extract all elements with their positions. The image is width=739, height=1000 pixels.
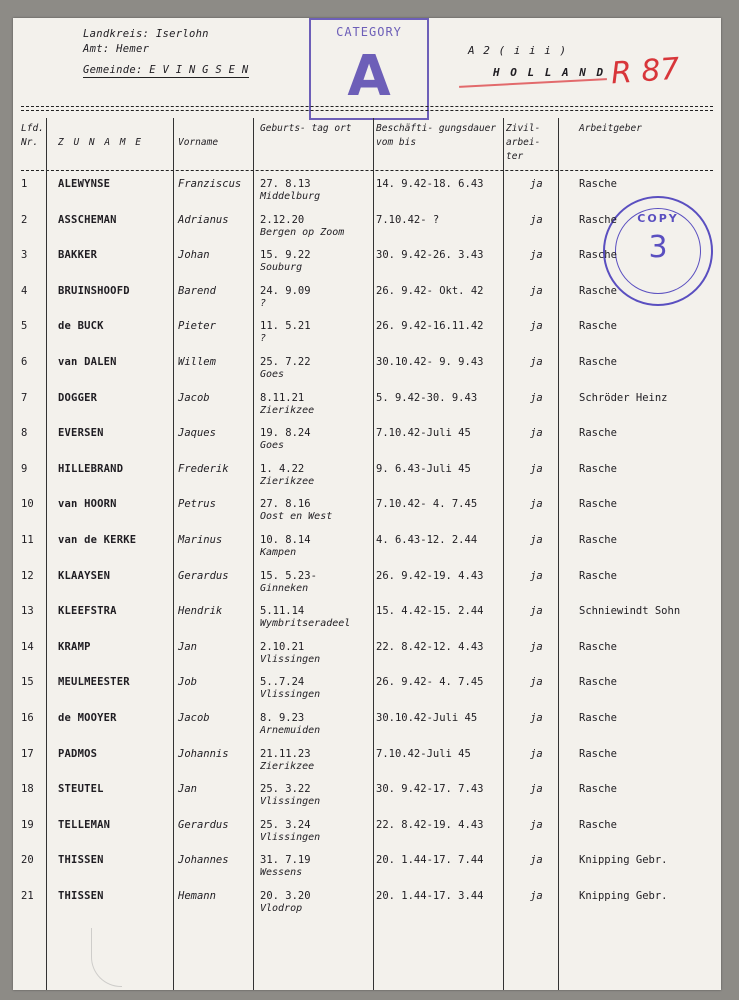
row-number: 2 bbox=[21, 213, 28, 226]
row-dauer: 9. 6.43-Juli 45 bbox=[376, 462, 471, 475]
row-geburtstag: 15. 9.22 bbox=[260, 249, 311, 262]
row-vorname: Frederik bbox=[178, 462, 229, 475]
row-zuname: PADMOS bbox=[58, 747, 98, 760]
table-row bbox=[13, 712, 721, 748]
row-geburtstag: 24. 9.09 bbox=[260, 284, 311, 297]
table-row bbox=[13, 641, 721, 677]
row-vorname: Jan bbox=[178, 640, 197, 653]
row-zivilarbeiter: ja bbox=[530, 676, 543, 689]
gemeinde-label: Gemeinde: E V I N G S E N bbox=[83, 64, 249, 76]
table-row bbox=[13, 676, 721, 712]
row-geburtstag: 31. 7.19 bbox=[260, 854, 311, 867]
row-zuname: de MOOYER bbox=[58, 712, 117, 724]
row-zivilarbeiter: ja bbox=[530, 747, 543, 760]
row-arbeitgeber: Knipping Gebr. bbox=[579, 890, 668, 902]
table-row bbox=[13, 249, 721, 285]
row-geburtstag: 5.11.14 bbox=[260, 605, 305, 618]
row-zivilarbeiter: ja bbox=[530, 178, 543, 190]
col-zuname: Z U N A M E bbox=[58, 137, 143, 148]
row-vorname: Willem bbox=[178, 356, 216, 368]
row-geburtsort: Goes bbox=[260, 369, 285, 380]
row-zuname: EVERSEN bbox=[58, 427, 104, 440]
row-geburtsort: Oost en West bbox=[260, 511, 333, 523]
row-vorname: Gerardus bbox=[178, 569, 229, 582]
col-arbeitgeber: Arbeitgeber bbox=[579, 123, 642, 134]
row-geburtstag: 10. 8.14 bbox=[260, 534, 311, 546]
row-arbeitgeber: Knipping Gebr. bbox=[579, 854, 668, 867]
row-dauer: 22. 8.42-12. 4.43 bbox=[376, 640, 484, 653]
landkreis-label: Landkreis: Iserlohn bbox=[83, 28, 209, 40]
table-row bbox=[13, 534, 721, 570]
series-code: A 2 ( i i i ) bbox=[468, 44, 568, 57]
row-zuname: de BUCK bbox=[58, 320, 104, 333]
category-stamp-title: CATEGORY bbox=[336, 25, 402, 39]
row-zuname: van DALEN bbox=[58, 356, 117, 368]
row-arbeitgeber: Rasche bbox=[579, 427, 617, 440]
row-geburtsort: Vlissingen bbox=[260, 653, 321, 665]
row-number: 5 bbox=[21, 320, 28, 333]
row-dauer: 5. 9.42-30. 9.43 bbox=[376, 391, 478, 404]
row-number: 18 bbox=[21, 783, 34, 796]
row-number: 14 bbox=[21, 640, 34, 653]
table-row bbox=[13, 498, 721, 534]
row-number: 8 bbox=[21, 427, 28, 440]
row-geburtsort: Souburg bbox=[260, 262, 303, 274]
row-vorname: Jacob bbox=[178, 391, 210, 404]
table-row bbox=[13, 356, 721, 392]
row-vorname: Johan bbox=[178, 249, 210, 262]
row-geburtstag: 25. 7.22 bbox=[260, 356, 311, 368]
row-dauer: 7.10.42-Juli 45 bbox=[376, 747, 471, 760]
row-geburtsort: Zierikzee bbox=[260, 404, 315, 416]
row-number: 15 bbox=[21, 676, 34, 689]
row-zivilarbeiter: ja bbox=[530, 249, 543, 262]
row-arbeitgeber: Rasche bbox=[579, 462, 617, 475]
row-vorname: Jacob bbox=[178, 712, 210, 724]
row-dauer: 26. 9.42-16.11.42 bbox=[376, 320, 484, 333]
row-vorname: Franziscus bbox=[178, 178, 242, 190]
table-row bbox=[13, 214, 721, 250]
row-vorname: Johannes bbox=[178, 854, 229, 867]
row-arbeitgeber: Rasche bbox=[579, 818, 617, 831]
row-geburtsort: Kampen bbox=[260, 547, 297, 558]
table-row bbox=[13, 463, 721, 499]
row-zivilarbeiter: ja bbox=[530, 818, 543, 831]
table-row bbox=[13, 854, 721, 890]
row-zivilarbeiter: ja bbox=[530, 284, 543, 297]
red-underline bbox=[459, 78, 607, 88]
copy-stamp-number: 3 bbox=[648, 230, 668, 265]
row-dauer: 15. 4.42-15. 2.44 bbox=[376, 605, 484, 618]
row-zivilarbeiter: ja bbox=[530, 462, 543, 475]
row-geburtsort: ? bbox=[260, 297, 267, 309]
row-arbeitgeber: Rasche bbox=[579, 676, 617, 689]
row-vorname: Petrus bbox=[178, 498, 216, 511]
row-geburtsort: Zierikzee bbox=[260, 760, 315, 772]
row-geburtstag: 27. 8.13 bbox=[260, 178, 311, 190]
row-zuname: MEULMEESTER bbox=[58, 676, 130, 689]
row-arbeitgeber: Rasche bbox=[579, 249, 617, 262]
row-zivilarbeiter: ja bbox=[530, 534, 543, 546]
table-row bbox=[13, 285, 721, 321]
row-vorname: Gerardus bbox=[178, 818, 229, 831]
row-number: 6 bbox=[21, 356, 28, 368]
row-arbeitgeber: Rasche bbox=[579, 213, 617, 226]
row-zivilarbeiter: ja bbox=[530, 783, 543, 796]
row-zuname: ASSCHEMAN bbox=[58, 213, 117, 226]
table-row bbox=[13, 605, 721, 641]
row-zuname: BAKKER bbox=[58, 249, 98, 262]
col-lfd: Lfd. Nr. bbox=[21, 123, 44, 148]
row-geburtsort: Vlissingen bbox=[260, 689, 321, 701]
row-vorname: Adrianus bbox=[178, 213, 229, 226]
row-arbeitgeber: Rasche bbox=[579, 320, 617, 333]
row-dauer: 4. 6.43-12. 2.44 bbox=[376, 534, 478, 546]
row-arbeitgeber: Rasche bbox=[579, 356, 617, 368]
row-geburtstag: 2.10.21 bbox=[260, 640, 305, 653]
row-dauer: 7.10.42- ? bbox=[376, 213, 440, 226]
row-vorname: Hemann bbox=[178, 890, 216, 902]
row-dauer: 7.10.42- 4. 7.45 bbox=[376, 498, 478, 511]
row-vorname: Job bbox=[178, 676, 197, 689]
row-dauer: 30.10.42-Juli 45 bbox=[376, 712, 478, 724]
row-geburtstag: 27. 8.16 bbox=[260, 498, 311, 511]
col-geburt: Geburts- tag ort bbox=[260, 123, 352, 134]
category-stamp bbox=[309, 18, 429, 120]
row-number: 13 bbox=[21, 605, 34, 618]
table-row bbox=[13, 570, 721, 606]
row-geburtsort: Wymbritseradeel bbox=[260, 618, 351, 630]
row-number: 9 bbox=[21, 462, 28, 475]
row-zuname: BRUINSHOOFD bbox=[58, 284, 130, 297]
row-geburtsort: Goes bbox=[260, 440, 285, 452]
table-row bbox=[13, 819, 721, 855]
table-row bbox=[13, 890, 721, 926]
row-zuname: THISSEN bbox=[58, 854, 104, 867]
row-zivilarbeiter: ja bbox=[530, 605, 543, 618]
row-zivilarbeiter: ja bbox=[530, 498, 543, 511]
row-number: 4 bbox=[21, 284, 28, 297]
row-dauer: 26. 9.42- 4. 7.45 bbox=[376, 676, 484, 689]
row-dauer: 20. 1.44-17. 7.44 bbox=[376, 854, 484, 867]
row-zivilarbeiter: ja bbox=[530, 427, 543, 440]
table-row bbox=[13, 178, 721, 214]
row-vorname: Johannis bbox=[178, 747, 229, 760]
row-number: 21 bbox=[21, 890, 34, 902]
row-zuname: TELLEMAN bbox=[58, 818, 111, 831]
row-arbeitgeber: Rasche bbox=[579, 747, 617, 760]
row-zivilarbeiter: ja bbox=[530, 890, 543, 902]
row-geburtstag: 11. 5.21 bbox=[260, 320, 311, 333]
row-geburtsort: Zierikzee bbox=[260, 475, 315, 487]
row-geburtstag: 1. 4.22 bbox=[260, 462, 305, 475]
row-dauer: 30. 9.42-26. 3.43 bbox=[376, 249, 484, 262]
row-zivilarbeiter: ja bbox=[530, 391, 543, 404]
table-row bbox=[13, 783, 721, 819]
row-arbeitgeber: Rasche bbox=[579, 534, 617, 546]
row-zivilarbeiter: ja bbox=[530, 640, 543, 653]
row-dauer: 30.10.42- 9. 9.43 bbox=[376, 356, 484, 368]
row-number: 12 bbox=[21, 569, 34, 582]
row-geburtsort: Vlissingen bbox=[260, 796, 321, 808]
table-row bbox=[13, 748, 721, 784]
row-geburtstag: 15. 5.23- bbox=[260, 569, 317, 582]
row-arbeitgeber: Rasche bbox=[579, 284, 617, 297]
row-number: 17 bbox=[21, 747, 34, 760]
row-vorname: Marinus bbox=[178, 534, 223, 546]
row-vorname: Barend bbox=[178, 284, 216, 297]
header-rule-top bbox=[21, 106, 713, 107]
col-beschaeftigung: Beschäfti- gungsdauer vom bis bbox=[376, 123, 497, 148]
col-zivil: Zivil- arbei- ter bbox=[506, 123, 541, 162]
row-vorname: Hendrik bbox=[178, 605, 223, 618]
row-zuname: KRAMP bbox=[58, 640, 91, 653]
row-arbeitgeber: Rasche bbox=[579, 640, 617, 653]
row-dauer: 30. 9.42-17. 7.43 bbox=[376, 783, 484, 796]
row-geburtsort: Ginneken bbox=[260, 582, 309, 594]
pen-mark bbox=[91, 928, 122, 987]
row-zuname: van HOORN bbox=[58, 498, 117, 511]
row-geburtsort: Arnemuiden bbox=[260, 725, 321, 736]
row-zivilarbeiter: ja bbox=[530, 569, 543, 582]
amt-label: Amt: Hemer bbox=[83, 43, 150, 55]
row-geburtstag: 20. 3.20 bbox=[260, 890, 311, 902]
header-rule-bottom bbox=[21, 110, 713, 111]
row-arbeitgeber: Rasche bbox=[579, 712, 617, 724]
row-geburtstag: 25. 3.24 bbox=[260, 818, 311, 831]
row-number: 20 bbox=[21, 854, 34, 867]
row-geburtstag: 8.11.21 bbox=[260, 391, 305, 404]
row-zivilarbeiter: ja bbox=[530, 213, 543, 226]
reference-mark: R 87 bbox=[609, 51, 681, 92]
row-geburtsort: Bergen op Zoom bbox=[260, 226, 345, 238]
row-geburtstag: 8. 9.23 bbox=[260, 712, 305, 724]
row-geburtstag: 21.11.23 bbox=[260, 747, 311, 760]
row-vorname: Jaques bbox=[178, 427, 216, 440]
table-row bbox=[13, 320, 721, 356]
row-geburtsort: Wessens bbox=[260, 867, 303, 879]
row-number: 1 bbox=[21, 178, 28, 190]
column-header-rule bbox=[21, 170, 713, 171]
row-dauer: 22. 8.42-19. 4.43 bbox=[376, 818, 484, 831]
row-number: 3 bbox=[21, 249, 28, 262]
row-dauer: 20. 1.44-17. 3.44 bbox=[376, 890, 484, 902]
row-dauer: 14. 9.42-18. 6.43 bbox=[376, 178, 484, 190]
country-label: H O L L A N D bbox=[493, 66, 606, 79]
row-arbeitgeber: Schröder Heinz bbox=[579, 391, 668, 404]
copy-stamp-title: COPY bbox=[637, 212, 679, 225]
row-zivilarbeiter: ja bbox=[530, 854, 543, 867]
row-arbeitgeber: Rasche bbox=[579, 178, 617, 190]
row-arbeitgeber: Rasche bbox=[579, 498, 617, 511]
table-row bbox=[13, 427, 721, 463]
row-arbeitgeber: Rasche bbox=[579, 569, 617, 582]
row-vorname: Jan bbox=[178, 783, 197, 796]
row-dauer: 26. 9.42- Okt. 42 bbox=[376, 284, 484, 297]
row-zuname: THISSEN bbox=[58, 890, 104, 902]
row-vorname: Pieter bbox=[178, 320, 216, 333]
row-number: 10 bbox=[21, 498, 34, 511]
row-number: 11 bbox=[21, 534, 34, 546]
col-vorname: Vorname bbox=[178, 137, 219, 148]
category-stamp-letter: A bbox=[347, 44, 391, 109]
row-arbeitgeber: Schniewindt Sohn bbox=[579, 605, 681, 618]
row-number: 16 bbox=[21, 712, 34, 724]
row-geburtstag: 25. 3.22 bbox=[260, 783, 311, 796]
row-geburtsort: Vlodrop bbox=[260, 903, 303, 914]
row-zivilarbeiter: ja bbox=[530, 320, 543, 333]
row-geburtstag: 2.12.20 bbox=[260, 213, 305, 226]
row-zuname: van de KERKE bbox=[58, 534, 137, 546]
row-arbeitgeber: Rasche bbox=[579, 783, 617, 796]
row-zuname: ALEWYNSE bbox=[58, 178, 111, 190]
row-geburtsort: Vlissingen bbox=[260, 831, 321, 843]
row-dauer: 26. 9.42-19. 4.43 bbox=[376, 569, 484, 582]
row-dauer: 7.10.42-Juli 45 bbox=[376, 427, 471, 440]
row-geburtsort: ? bbox=[260, 333, 267, 345]
row-zivilarbeiter: ja bbox=[530, 712, 543, 724]
row-geburtsort: Middelburg bbox=[260, 191, 321, 202]
row-zuname: STEUTEL bbox=[58, 783, 104, 796]
row-geburtstag: 19. 8.24 bbox=[260, 427, 311, 440]
row-number: 7 bbox=[21, 391, 28, 404]
row-zuname: KLAAYSEN bbox=[58, 569, 111, 582]
table-row bbox=[13, 392, 721, 428]
row-zuname: DOGGER bbox=[58, 391, 98, 404]
document-sheet bbox=[13, 18, 721, 990]
row-zuname: HILLEBRAND bbox=[58, 462, 124, 475]
row-zivilarbeiter: ja bbox=[530, 356, 543, 368]
row-number: 19 bbox=[21, 818, 34, 831]
row-zuname: KLEEFSTRA bbox=[58, 605, 117, 618]
row-geburtstag: 5..7.24 bbox=[260, 676, 305, 689]
